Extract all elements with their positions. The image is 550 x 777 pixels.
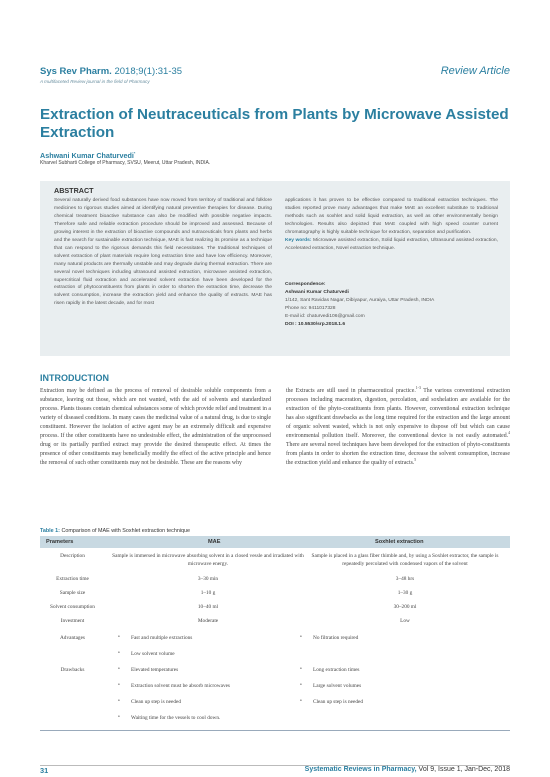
correspondence-label: Correspondence: — [285, 282, 326, 287]
intro-column-1: Extraction may be defined as the process of removal of desirable soluble components from a substance, leaving out those, which are not wanted, with the aid of solvents and standardized process. Plants tissues contain chemical substances some of which provide relief and treatment in a variety of diseased conditions. In many cases the medicinal value of a natural drug, is due to single constituent. However the isolation of active agent may be an extremely difficult and expensive process. If the other constituents have no undesirable effect, the administration of the unprocessed drug or its partially purified extract may provide the desired therapeutic effect. At times the presence of other constituents may beneficially modify the effect of the active principle and hence the removal of such other constituents may not be desirable. These are the reasons why — [40, 388, 271, 466]
intro-col2-part-c: There are several novel techniques have been developed for the extraction of phyto-constituents from plants in order to shorten the extraction time, decrease the solvent consumption, increase the extraction yield and enhance the quality of extracts. — [286, 441, 510, 466]
abstract-right-column: applications it has proven to be effective compared to traditional extraction techniques. The studies reported prove many advantages that make MAE an excellent substitute to traditional methods such as soxhlet and solid liquid extraction, as well as other environmentally benign technologies. Results also depicted that MAE coupled with high speed counter current chromatography is highly suitable technique for extraction, separation and purification. — [285, 198, 498, 235]
doi: DOI : 10.5530/srp.2018.1.6 — [285, 321, 346, 327]
list-item: Fast and multiple extractions — [131, 635, 193, 641]
table-cell: Investment — [60, 618, 85, 624]
correspondence-address: 1/142, Sant Ravidas Nagar, Dibiyapur, Auraiya, Uttar Pradesh, INDIA — [285, 297, 435, 303]
bullet-icon: • — [118, 714, 120, 720]
intro-col2-part-a: the Extracts are still used in pharmaceutical practice. — [286, 388, 416, 394]
correspondence-name: Ashwani Kumar Chaturvedi — [285, 289, 349, 295]
list-item: Large solvent volumes — [313, 683, 362, 689]
article-type: Review Article — [440, 65, 510, 77]
table-cell: Description — [60, 553, 85, 559]
journal-name: Sys Rev Pharm. — [40, 66, 112, 77]
table-cell: Sample is immersed in microwave absorbing solvent in a closed vessle and irradiated with microwave energy. — [112, 553, 304, 568]
bullet-icon: • — [118, 682, 120, 688]
table-cell: 3–30 min — [197, 576, 219, 582]
table-header-parameters: Prameters — [46, 539, 74, 545]
citation-ref: 5 — [414, 457, 417, 462]
footer-issue: Vol 9, Issue 1, Jan-Dec, 2018 — [416, 766, 510, 773]
list-item: No filtration required — [313, 635, 359, 641]
table-header-soxhlet: Soxhlet extraction — [375, 539, 424, 545]
affiliation: Kharvel Subharti College of Pharmacy, SVSU, Meerut, Uttar Pradesh, INDIA. — [40, 160, 211, 166]
table-cell: 10–40 ml — [197, 604, 219, 610]
table-cell: 1–30 g — [397, 590, 413, 596]
list-item: Clean up step is needed — [131, 699, 182, 705]
bullet-icon: • — [300, 666, 302, 672]
page-number: 31 — [40, 766, 49, 775]
correspondence — [285, 281, 498, 329]
table-row-label-advantages: Advantages — [59, 635, 85, 641]
bullet-icon: • — [300, 698, 302, 704]
table-cell: Low — [400, 618, 410, 624]
table-cell: Extraction time — [56, 576, 89, 582]
footer-journal — [305, 766, 510, 773]
table-header-row — [40, 536, 510, 548]
journal-citation — [40, 66, 182, 77]
table-caption — [40, 528, 190, 534]
list-item: Elevated temperatures — [131, 667, 179, 673]
list-item: Long extraction times — [313, 667, 360, 673]
table-cell: 30–200 ml — [393, 604, 417, 610]
citation: 2018;9(1):31-35 — [114, 66, 183, 77]
author-name: Ashwani Kumar Chaturvedi — [40, 151, 134, 160]
bullet-icon: • — [118, 634, 120, 640]
keywords-text: Microwave assisted extraction, Solid liquid extraction, Ultrasound assisted extraction, Accelerated extraction, Novel extraction technique. — [285, 238, 498, 251]
article-title: Extraction of Neutraceuticals from Plants by Microwave Assisted Extraction — [40, 106, 509, 141]
table-cell: Moderate — [197, 618, 219, 624]
table-label: Table 1: — [40, 528, 60, 534]
correspondence-email: E-mail id: chaturvedi106@gmail.com — [285, 313, 365, 319]
correspondence-phone: Phone no: 9411017328 — [285, 305, 336, 311]
intro-heading: INTRODUCTION — [40, 373, 109, 383]
list-item: Extraction solvent must be absorb microwaves — [131, 683, 230, 689]
list-item: Waiting time for the vessels to cool down. — [131, 715, 221, 721]
list-item: Low solvent volume — [131, 651, 175, 657]
bullet-icon: • — [118, 698, 120, 704]
citation-ref: 4 — [508, 430, 510, 435]
table-cell: Solvent consumption — [50, 604, 95, 610]
list-item: Clean up step is needed — [313, 699, 364, 705]
bullet-icon: • — [118, 650, 120, 656]
bullet-icon: • — [300, 634, 302, 640]
table-cell: Sample size — [59, 590, 86, 596]
table-cell: 1–10 g — [200, 590, 216, 596]
table-caption-text: Comparison of MAE with Soxhlet extraction technique — [61, 528, 191, 534]
intro-column-2 — [286, 387, 510, 468]
abstract-left-column: Several naturally derived food substances have now moved from territory of traditional and folklore medicines to rigorous studies aimed at identifying natural preventive therapies for disease. During chemical treatment bioactive substance can also be modified with possible negative impacts. Therefore safe and reliable extraction procedure should be improved and assessed. Because of growing interest in the extraction of bioactive compounds and nutraceuticals from plants and herbs and the search for sustainable extraction technique, MAE is fast realizing its promise as a technique that can respond to the rigorous demands this field necessitates. The traditional techniques of solvent extraction of plant materials require long extraction time and have low efficiency. Moreover, many natural products are thermally unstable and may degrade during thermal extraction. There are several novel techniques including ultrasound assisted extraction, microwave assisted extraction, supercritical fluid extraction and accelerated solvent extraction have been developed for the extraction of phytoconstituents from plants in order to shorten the extraction time, decrease the solvent consumption, increase the extraction yield and enhance the quality of extracts. MAE has risen rapidly in the latest decade, and for most — [54, 198, 272, 307]
author — [40, 151, 135, 160]
journal-subtitle: A multifaceted Review journal in the field of Pharmacy — [40, 79, 150, 84]
bullet-icon: • — [300, 682, 302, 688]
keywords — [285, 237, 498, 253]
author-mark: * — [133, 151, 136, 156]
footer-journal-name: Systematic Reviews in Pharmacy, — [304, 766, 417, 773]
abstract-heading: ABSTRACT — [54, 186, 94, 195]
table-cell: Sample is placed in a glass fiber thimble and, by using a Soxhlet extractor, the sample is repeatedly percolated with condensed vapors of the solvent — [311, 553, 499, 568]
intro-col2-part-b: The various conventional extraction processes including maceration, digestion, percolation, and soxhelation are available for the extraction of the phyto-constituents from plants. However, conventional extraction technique has also significant drawbacks as the long time required for the extraction and the large amount of organic solvent wasted, which is not only expensive to dispose off but which can cause environmental pollution itself. Moreover, the conventional device is not easily automated. — [286, 388, 510, 439]
keywords-label: Key words: — [285, 238, 312, 243]
citation-ref: 1-3 — [415, 386, 421, 391]
table-bottom-rule — [40, 730, 510, 731]
table-cell: 3–48 hrs — [395, 576, 415, 582]
table-header-mae: MAE — [208, 539, 221, 545]
bullet-icon: • — [118, 666, 120, 672]
table-row-label-drawbacks: Drawbacks — [60, 667, 85, 673]
